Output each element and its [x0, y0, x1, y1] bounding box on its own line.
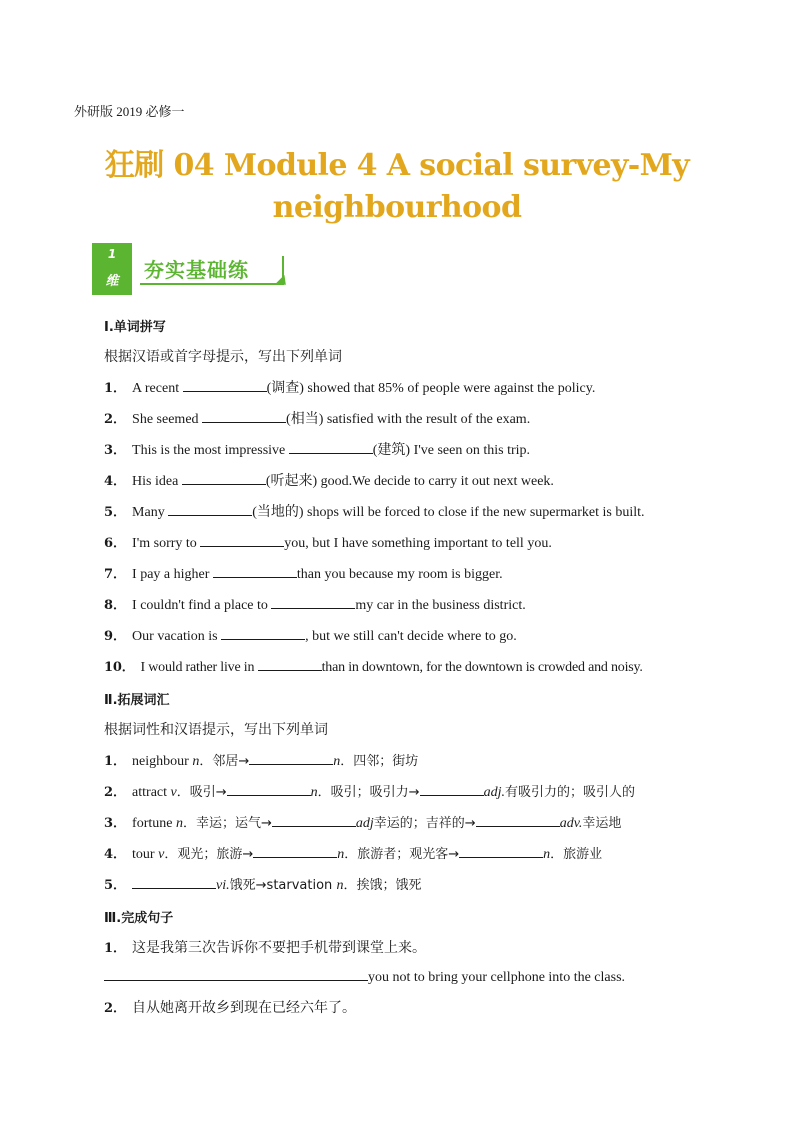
answer-blank[interactable] — [227, 782, 311, 796]
vocab-item — [104, 843, 602, 863]
answer-blank[interactable] — [420, 782, 484, 796]
banner-tag — [140, 256, 284, 285]
exercise-item — [104, 656, 643, 676]
part-of-speech: v — [170, 785, 177, 800]
item-meaning: ．观光；旅游→ — [164, 847, 254, 862]
corner-arrow-icon — [276, 275, 290, 289]
page-title-line-2: neighbourhood — [272, 190, 522, 225]
item-number: 10． — [104, 660, 135, 675]
exercise-item — [104, 501, 645, 521]
item-number: 2． — [104, 1001, 127, 1016]
item-number: 7． — [104, 567, 127, 582]
item-number: 3． — [104, 816, 127, 831]
section-1-heading: Ⅰ.单词拼写 — [104, 320, 166, 335]
answer-blank[interactable] — [271, 595, 355, 609]
part-of-speech: n — [337, 847, 345, 862]
item-meaning: 饿死→starvation — [229, 878, 337, 893]
section-2-instruction: 根据词性和汉语提示，写出下列单词 — [104, 722, 328, 738]
item-meaning: 幸运地 — [582, 816, 622, 831]
exercise-item — [104, 532, 552, 552]
page-title-line-1: 狂刷 04 Module 4 A social survey-My — [104, 148, 690, 183]
item-word: fortune — [132, 816, 176, 831]
part-of-speech: n — [310, 785, 318, 800]
answer-blank[interactable] — [132, 875, 216, 889]
answer-blank[interactable] — [272, 813, 356, 827]
item-number: 2． — [104, 412, 127, 427]
item-number: 4． — [104, 474, 127, 489]
part-of-speech: n — [336, 878, 344, 893]
item-text-before: Our vacation is — [132, 629, 222, 644]
item-meaning: ．吸引→ — [176, 785, 227, 800]
item-number: 4． — [104, 847, 127, 862]
item-text-before: I would rather live in — [140, 660, 258, 675]
level-word: 维 — [105, 274, 119, 289]
item-number: 5． — [104, 878, 127, 893]
item-text-after: my car in the business district. — [355, 598, 526, 613]
exercise-item — [104, 377, 595, 397]
item-text-before: She seemed — [132, 412, 203, 427]
item-text-after: (调查) showed that 85% of people were against the policy. — [266, 381, 596, 396]
item-text-after: (当地的) shops will be forced to close if the new supermarket is built. — [252, 505, 645, 520]
answer-blank[interactable] — [253, 844, 337, 858]
exercise-item — [104, 408, 530, 428]
item-meaning: ．幸运；运气→ — [182, 816, 272, 831]
part-of-speech: v — [158, 847, 165, 862]
item-meaning: ．四邻；街坊 — [340, 754, 419, 769]
item-text-after: (听起来) good.We decide to carry it out next week. — [265, 474, 554, 489]
item-meaning: 有吸引力的；吸引人的 — [504, 785, 635, 800]
answer-blank[interactable] — [182, 471, 266, 485]
answer-blank[interactable] — [104, 967, 368, 981]
banner-label: 夯实基础练 — [144, 258, 249, 282]
item-number: 9． — [104, 629, 127, 644]
item-meaning: ．旅游者；观光客→ — [344, 847, 460, 862]
answer-blank[interactable] — [289, 440, 373, 454]
exercise-item — [104, 625, 517, 645]
item-number: 5． — [104, 505, 127, 520]
exercise-item — [104, 563, 503, 583]
section-banner — [92, 243, 288, 297]
item-number: 2． — [104, 785, 127, 800]
answer-blank[interactable] — [476, 813, 560, 827]
edition-label: 外研版 2019 必修一 — [74, 104, 185, 119]
item-text-before: I'm sorry to — [132, 536, 201, 551]
translation-answer-line — [104, 967, 625, 986]
item-text-before: I couldn't find a place to — [132, 598, 272, 613]
part-of-speech: adv. — [559, 816, 583, 831]
part-of-speech: n — [175, 816, 183, 831]
translation-item — [104, 997, 356, 1017]
vocab-item — [104, 812, 621, 832]
exercise-item — [104, 470, 554, 490]
item-number: 1． — [104, 941, 127, 956]
item-text-after: than you because my room is bigger. — [296, 567, 503, 582]
item-number: 8． — [104, 598, 127, 613]
exercise-item — [104, 439, 530, 459]
exercise-item — [104, 594, 526, 614]
item-meaning: ．旅游业 — [550, 847, 603, 862]
answer-blank[interactable] — [213, 564, 297, 578]
item-text-after: (建筑) I've seen on this trip. — [372, 443, 531, 458]
chinese-sentence: 自从她离开故乡到现在已经六年了。 — [132, 1000, 357, 1016]
part-of-speech: n — [543, 847, 551, 862]
vocab-item — [104, 781, 635, 801]
answer-blank[interactable] — [258, 657, 322, 671]
answer-blank[interactable] — [202, 409, 286, 423]
level-number: 1 — [107, 247, 117, 261]
answer-blank[interactable] — [221, 626, 305, 640]
item-text-after: , but we still can't decide where to go. — [305, 629, 517, 644]
item-number: 3． — [104, 443, 127, 458]
item-text-before: I pay a higher — [132, 567, 213, 582]
section-3-heading: Ⅲ.完成句子 — [104, 911, 174, 926]
section-2-heading: Ⅱ.拓展词汇 — [104, 693, 170, 708]
item-number: 6． — [104, 536, 127, 551]
item-text-after: than in downtown, for the downtown is crowded and noisy. — [321, 660, 643, 675]
item-number: 1． — [104, 754, 127, 769]
item-text-before: This is the most impressive — [132, 443, 289, 458]
item-meaning: ．挨饿；饿死 — [343, 878, 422, 893]
item-text-after: (相当) satisfied with the result of the exam. — [286, 412, 531, 427]
answer-blank[interactable] — [183, 378, 267, 392]
item-text-before: A recent — [132, 381, 183, 396]
part-of-speech: adj — [355, 816, 374, 831]
item-number: 1． — [104, 381, 127, 396]
item-meaning: ．邻居→ — [199, 754, 250, 769]
part-of-speech: vi. — [216, 878, 230, 893]
item-text-before: Many — [132, 505, 169, 520]
answer-blank[interactable] — [200, 533, 284, 547]
translation-item — [104, 937, 426, 957]
answer-blank[interactable] — [459, 844, 543, 858]
item-text-after: you, but I have something important to tell you. — [284, 536, 552, 551]
part-of-speech: n — [192, 754, 200, 769]
part-of-speech: adj. — [483, 785, 505, 800]
answer-blank[interactable] — [168, 502, 252, 516]
answer-blank[interactable] — [249, 751, 333, 765]
item-meaning: 幸运的；吉祥的→ — [373, 816, 476, 831]
level-badge — [92, 243, 132, 295]
item-word: neighbour — [132, 754, 193, 769]
vocab-item — [104, 750, 418, 770]
chinese-sentence: 这是我第三次告诉你不要把手机带到课堂上来。 — [132, 940, 427, 956]
item-text-before: His idea — [132, 474, 182, 489]
item-word: attract — [132, 785, 171, 800]
part-of-speech: n — [333, 754, 341, 769]
item-meaning: ．吸引；吸引力→ — [317, 785, 420, 800]
item-word: tour — [132, 847, 159, 862]
sentence-ending: you not to bring your cellphone into the class. — [368, 970, 626, 985]
section-1-instruction: 根据汉语或首字母提示，写出下列单词 — [104, 349, 342, 365]
vocab-item — [104, 874, 421, 894]
